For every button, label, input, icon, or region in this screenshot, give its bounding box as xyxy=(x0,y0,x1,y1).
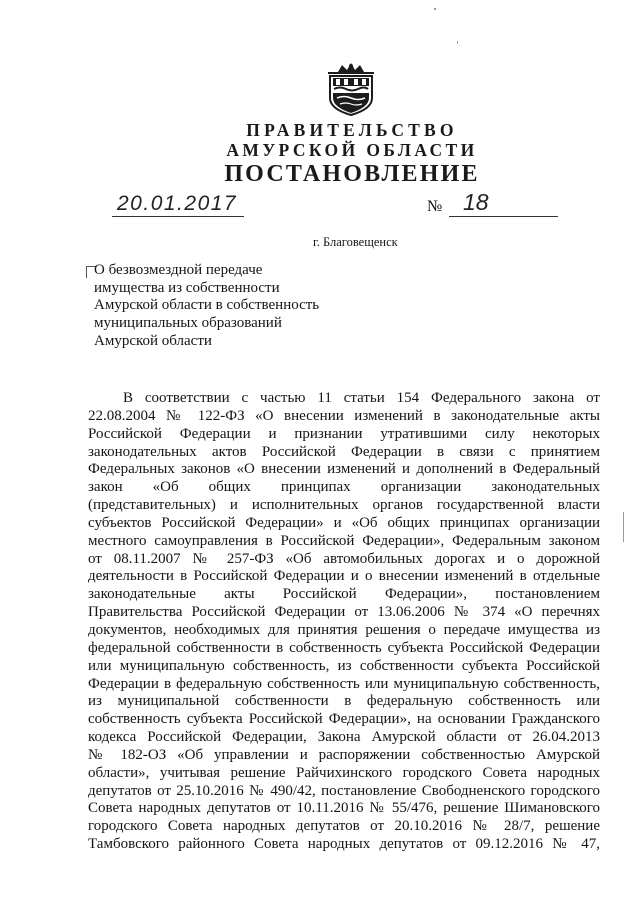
body-line: депутатов от 25.10.2016 № 490/42, постановление Свободненского городского xyxy=(88,782,600,799)
number-sign: № xyxy=(427,198,443,215)
subject-block xyxy=(94,262,319,351)
number-underline xyxy=(449,216,558,217)
subject-line: Амурской области xyxy=(94,332,212,349)
body-line: Федеральных законов «О внесении изменений и дополнений в Федеральный xyxy=(88,461,600,478)
body-line: В соответствии с частью 11 статьи 154 Федерального закона от xyxy=(123,390,600,406)
body-line: или муниципальную собственность, из собственности субъекта Российской xyxy=(88,657,600,674)
subject-line: Амурской области в собственность xyxy=(94,297,320,314)
body-paragraph xyxy=(88,390,600,854)
body-line: от 08.11.2007 № 257-ФЗ «Об автомобильных дорогах и о дорожной xyxy=(88,550,600,567)
coat-of-arms-icon xyxy=(326,62,376,116)
subject-line: имущества из собственности xyxy=(94,279,280,296)
scan-speck xyxy=(434,8,436,10)
body-line: 22.08.2004 № 122-ФЗ «О внесении изменений в законодательные акты xyxy=(88,407,600,424)
body-line: федеральной собственности в собственность субъекта Российской Федерации xyxy=(88,639,600,656)
body-line: (представительных) и исполнительных органов государственной власти xyxy=(88,497,600,514)
body-line: законодательные акты Российской Федерации», постановлением xyxy=(88,586,600,603)
body-line: № 182-ОЗ «Об управлении и распоряжении собственностью Амурской xyxy=(88,746,600,763)
body-line: области», учитывая решение Райчихинского городского Совета народных xyxy=(88,764,600,781)
org-name-line1: ПРАВИТЕЛЬСТВО xyxy=(246,120,458,140)
subject-line: О безвозмездной передаче xyxy=(94,262,263,278)
document-type-title: ПОСТАНОВЛЕНИЕ xyxy=(224,161,480,187)
body-line: из муниципальной собственности в федеральную собственность или xyxy=(88,693,600,710)
date-underline xyxy=(112,216,244,217)
org-name-line2: АМУРСКОЙ ОБЛАСТИ xyxy=(226,140,478,160)
body-line: местного самоуправления в Российской Федерации», Федеральным законом xyxy=(88,532,600,549)
body-line: Тамбовского районного Совета народных депутатов от 09.12.2016 № 47, xyxy=(88,836,600,853)
subject-bracket xyxy=(86,266,87,278)
body-line: закон «Об общих принципах организации законодательных xyxy=(88,479,600,496)
city-line: г. Благовещенск xyxy=(313,235,398,249)
document-number: 18 xyxy=(463,189,489,215)
body-line: субъектов Российской Федерации» и «Об общих принципах организации xyxy=(88,514,600,531)
scan-edge-mark xyxy=(623,512,624,542)
body-line: собственность субъекта Российской Федерации», на основании Гражданского xyxy=(88,711,600,728)
body-line: кодекса Российской Федерации, Закона Амурской области от 26.04.2013 xyxy=(88,729,600,746)
body-line: городского Совета народных депутатов от 20.10.2016 № 28/7, решение xyxy=(88,818,600,835)
body-line: Российской Федерации и признании утратившими силу некоторых xyxy=(88,425,600,442)
subject-line: муниципальных образований xyxy=(94,315,282,332)
body-line: законодательных актов Российской Федерации в связи с принятием xyxy=(88,443,600,460)
body-line: деятельности в Российской Федерации и о внесении изменений в отдельные xyxy=(88,568,600,585)
body-line: Правительства Российской Федерации от 13.06.2006 № 374 «О перечнях xyxy=(88,604,600,621)
body-line: документов, необходимых для принятия решения о передаче имущества из xyxy=(88,621,600,638)
scan-speck xyxy=(457,41,458,44)
document-date: 20.01.2017 xyxy=(117,192,238,215)
body-line: Федерации в федеральную собственность или муниципальную собственность, xyxy=(88,675,600,692)
body-line: Совета народных депутатов от 10.11.2016 № 55/476, решение Шимановского xyxy=(88,800,600,817)
